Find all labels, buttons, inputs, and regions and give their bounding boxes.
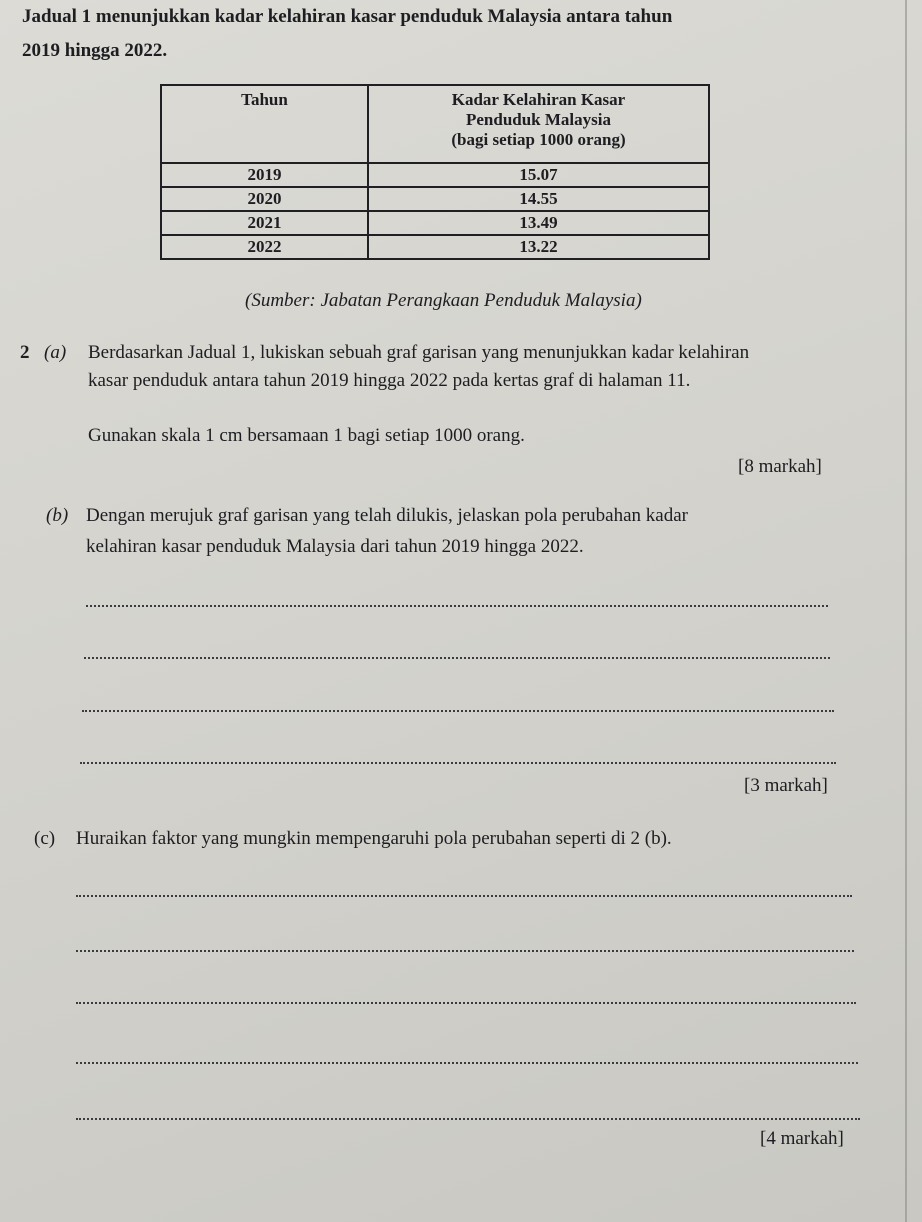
header-year: Tahun — [161, 85, 368, 163]
header-rate-line-2: Penduduk Malaysia — [465, 110, 611, 129]
intro-line-1: Jadual 1 menunjukkan kadar kelahiran kasar penduduk Malaysia antara tahun — [22, 6, 673, 27]
question-number: 2 — [20, 342, 30, 363]
table-row — [161, 187, 709, 211]
part-c-marks: [4 markah] — [760, 1128, 844, 1149]
answer-line[interactable] — [80, 762, 836, 764]
table-source: (Sumber: Jabatan Perangkaan Penduduk Malaysia) — [245, 290, 642, 311]
page-edge — [905, 0, 907, 1222]
table-row — [161, 235, 709, 259]
cell-year: 2020 — [161, 187, 368, 211]
cell-rate: 14.55 — [368, 187, 709, 211]
table-row — [161, 163, 709, 187]
answer-line[interactable] — [76, 1002, 856, 1004]
part-a-line-1: Berdasarkan Jadual 1, lukiskan sebuah graf garisan yang menunjukkan kadar kelahiran — [88, 342, 750, 363]
part-c-label: (c) — [34, 828, 56, 849]
header-rate-line-3: (bagi setiap 1000 orang) — [451, 130, 626, 149]
intro-line-2: 2019 hingga 2022. — [22, 40, 168, 61]
answer-line[interactable] — [76, 950, 854, 952]
answer-line[interactable] — [76, 1118, 860, 1120]
table-header-row — [161, 85, 709, 163]
part-a-line-2: kasar penduduk antara tahun 2019 hingga 2022 pada kertas graf di halaman 11. — [88, 370, 691, 391]
answer-line[interactable] — [76, 895, 852, 897]
cell-year: 2021 — [161, 211, 368, 235]
table-row — [161, 211, 709, 235]
birth-rate-table — [160, 84, 710, 260]
part-b-label: (b) — [46, 505, 69, 526]
part-a-line-3: Gunakan skala 1 cm bersamaan 1 bagi setiap 1000 orang. — [88, 425, 525, 446]
cell-year: 2022 — [161, 235, 368, 259]
header-rate-line-1: Kadar Kelahiran Kasar — [451, 90, 626, 109]
answer-line[interactable] — [86, 605, 828, 607]
cell-year: 2019 — [161, 163, 368, 187]
part-a-label: (a) — [44, 342, 67, 363]
header-rate — [368, 85, 709, 163]
part-b-line-2: kelahiran kasar penduduk Malaysia dari tahun 2019 hingga 2022. — [86, 536, 584, 557]
answer-line[interactable] — [84, 657, 830, 659]
part-c-line-1: Huraikan faktor yang mungkin mempengaruhi pola perubahan seperti di 2 (b). — [76, 828, 672, 849]
part-b-marks: [3 markah] — [744, 775, 828, 796]
answer-line[interactable] — [82, 710, 834, 712]
part-b-line-1: Dengan merujuk graf garisan yang telah dilukis, jelaskan pola perubahan kadar — [86, 505, 688, 526]
cell-rate: 13.22 — [368, 235, 709, 259]
answer-line[interactable] — [76, 1062, 858, 1064]
cell-rate: 13.49 — [368, 211, 709, 235]
cell-rate: 15.07 — [368, 163, 709, 187]
part-a-marks: [8 markah] — [738, 456, 822, 477]
